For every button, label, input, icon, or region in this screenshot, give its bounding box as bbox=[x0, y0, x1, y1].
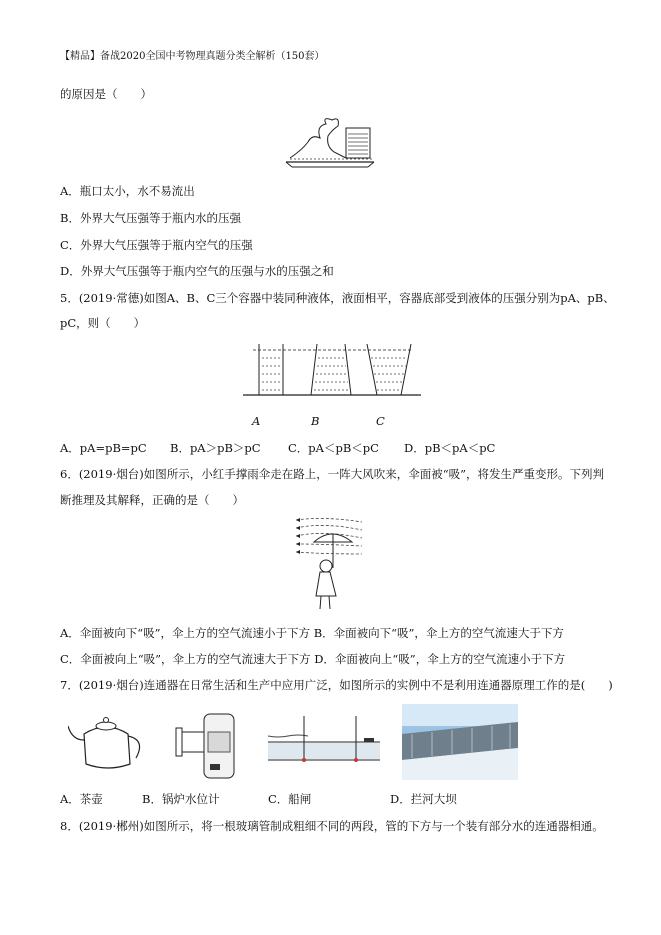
q7-option-d: D．拦河大坝 bbox=[390, 792, 457, 806]
q6-options-row1: A．伞面被向下“吸”，伞上方的空气流速小于下方 B．伞面被向下“吸”，伞上方的空气流速大于下方 bbox=[60, 626, 564, 640]
q6-stem-line2: 断推理及其解释，正确的是（ ） bbox=[60, 493, 244, 507]
container-label-b: B bbox=[311, 414, 320, 428]
ship-lock-figure bbox=[268, 710, 380, 770]
q7-option-b: B．锅炉水位计 bbox=[142, 792, 220, 806]
q5-stem-line2: pC，则（ ） bbox=[60, 316, 146, 330]
q8-stem-line1: 8．(2019·郴州)如图所示，将一根玻璃管制成粗细不同的两段，管的下方与一个装有部分水的连通器相通。 bbox=[60, 819, 604, 833]
q4-option-a: A．瓶口太小，水不易流出 bbox=[60, 184, 195, 198]
q5-stem-line1: 5．(2019·常德)如图A、B、C三个容器中装同种液体，液面相平，容器底部受到液体的压强分别为pA、pB、 bbox=[60, 291, 615, 305]
teapot-figure bbox=[68, 712, 146, 776]
q7-stem-line1: 7．(2019·烟台)连通器在日常生活和生产中应用广泛，如图所示的实例中不是利用连通器原理工作的是( ) bbox=[60, 678, 613, 692]
q4-option-d: D．外界大气压强等于瓶内空气的压强与水的压强之和 bbox=[60, 264, 334, 278]
q6-options-row2: C．伞面被向上“吸”，伞上方的空气流速大于下方 D．伞面被向上“吸”，伞上方的空气流速小于下方 bbox=[60, 652, 566, 666]
q5-option-c: C．pA＜pB＜pC bbox=[288, 441, 379, 455]
q7-option-a: A．茶壶 bbox=[60, 792, 103, 806]
q4-option-c: C．外界大气压强等于瓶内空气的压强 bbox=[60, 238, 253, 252]
q5-option-d: D．pB＜pA＜pC bbox=[404, 441, 496, 455]
three-containers-figure bbox=[243, 340, 421, 398]
container-label-a: A bbox=[252, 414, 261, 428]
bottle-in-basin-figure bbox=[282, 112, 380, 170]
q5-option-a: A．pA=pB=pC bbox=[60, 441, 147, 455]
girl-with-umbrella-figure bbox=[294, 514, 368, 612]
dam-photo-figure bbox=[402, 704, 518, 780]
container-label-c: C bbox=[376, 414, 385, 428]
page-header: 【精品】备战2020全国中考物理真题分类全解析（150套） bbox=[60, 51, 325, 62]
boiler-gauge-figure bbox=[170, 706, 242, 782]
q6-stem-line1: 6．(2019·烟台)如图所示，小红手撑雨伞走在路上，一阵大风吹来，伞面被“吸”，将发生严重变形。下列判 bbox=[60, 467, 604, 481]
q4-option-b: B．外界大气压强等于瓶内水的压强 bbox=[60, 211, 241, 225]
q5-option-b: B．pA＞pB＞pC bbox=[170, 441, 261, 455]
q7-option-c: C．船闸 bbox=[268, 792, 312, 806]
q4-stem: 的原因是（ ） bbox=[60, 87, 152, 101]
